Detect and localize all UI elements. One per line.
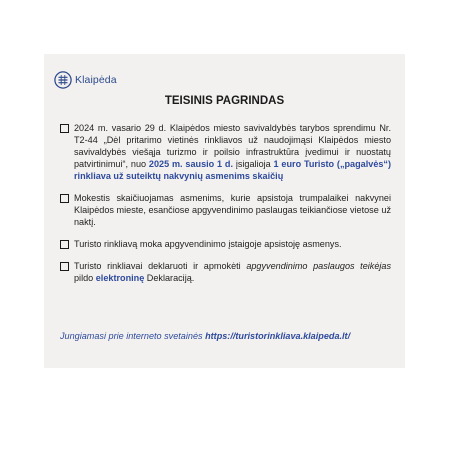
checkbox-bullet-icon: [60, 240, 69, 249]
page-title: TEISINIS PAGRINDAS: [164, 95, 285, 107]
checkbox-bullet-icon: [60, 262, 69, 271]
list-item-text: Turisto rinkliavą moka apgyvendinimo įstaigoje apsistoję asmenys.: [74, 239, 342, 249]
list-item: [60, 260, 391, 284]
klaipeda-logo: [54, 71, 117, 89]
text-part: Deklaraciją.: [144, 273, 195, 283]
website-link[interactable]: https://turistorinkliava.klaipeda.lt/: [205, 331, 351, 341]
highlight-date: 2025 m. sausio 1 d.: [148, 159, 234, 169]
checkbox-bullet-icon: [60, 194, 69, 203]
text-part: pildo: [74, 273, 96, 283]
footer-note: [60, 331, 350, 341]
klaipeda-emblem-icon: [54, 71, 72, 89]
list-item-text: Mokestis skaičiuojamas asmenims, kurie apsistoja trumpalaikei nakvynei Klaipėdos mieste, esančiose apgyvendinimo paslaugas teikiančiose vietose už naktį.: [74, 193, 391, 227]
legal-basis-list: [60, 122, 391, 294]
highlight-electronic: elektroninę: [95, 273, 145, 283]
checkbox-bullet-icon: [60, 124, 69, 133]
list-item-text: [74, 122, 391, 182]
list-item-text: [74, 260, 391, 284]
text-part: 2024 m. vasario 29 d. Klaipėdos miesto savivaldybės tarybos sprendimu Nr. T2-44 „Dėl pritarimo vietinės rinkliavos už naudojimąsi Klaipėdos miesto savivaldybės viešąja turizmo ir poilsio infrastruktūra įvedimui ir nuostatų patvirtinimui“, nuo: [74, 123, 391, 169]
highlight-fee: 1 euro Turisto („pagalvės“) rinkliava už suteiktų nakvynių asmenims skaičių: [74, 159, 392, 181]
text-part: įsigalioja: [233, 159, 274, 169]
logo-text: Klaipėda: [75, 74, 117, 86]
list-item: [60, 192, 391, 228]
slide: [44, 54, 405, 368]
footer-text: Jungiamasi prie interneto svetainės: [60, 331, 206, 341]
emphasis-text: apgyvendinimo paslaugos teikėjas: [246, 261, 392, 271]
list-item: [60, 122, 391, 182]
text-part: Turisto rinkliavai deklaruoti ir apmokėti: [74, 261, 247, 271]
list-item: [60, 238, 391, 250]
